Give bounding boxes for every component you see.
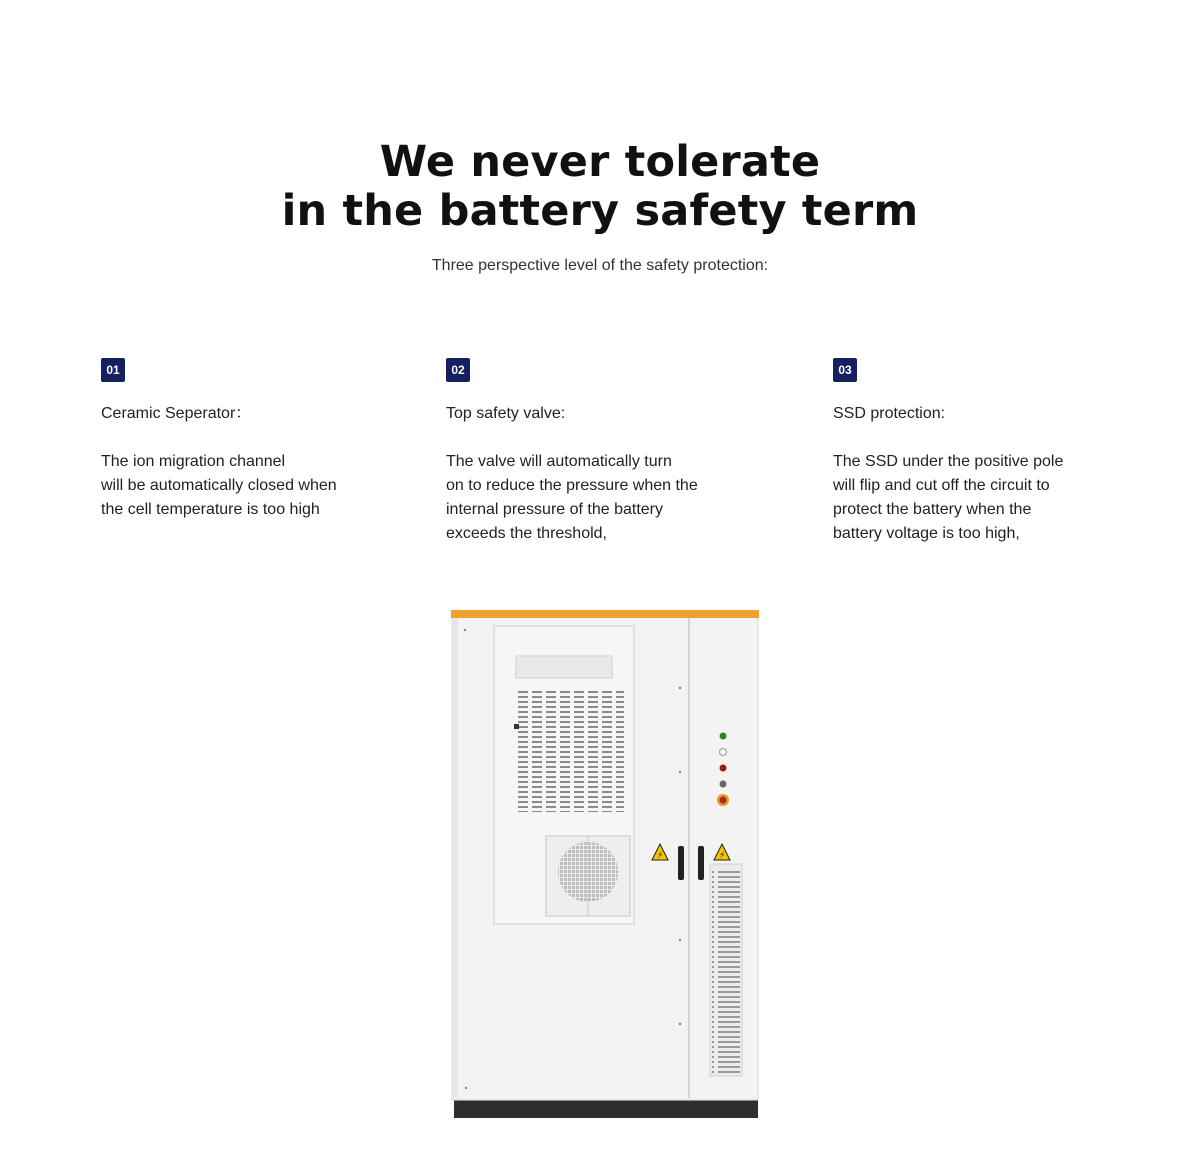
feature-ceramic-separator bbox=[101, 358, 401, 522]
page-subtitle: Three perspective level of the safety protection: bbox=[431, 257, 769, 274]
feature-ssd-protection bbox=[833, 358, 1133, 546]
feature-description: The ion migration channel will be automatically closed when the cell temperature is too high bbox=[101, 453, 337, 518]
feature-title: SSD protection: bbox=[833, 405, 946, 422]
feature-number-badge: 03 bbox=[833, 358, 857, 382]
svg-text:⚡: ⚡ bbox=[657, 851, 664, 861]
feature-description: The valve will automatically turn on to reduce the pressure when the internal pressure of the battery exceeds the threshold, bbox=[446, 453, 698, 542]
feature-number-badge: 01 bbox=[101, 358, 125, 382]
feature-title: Top safety valve: bbox=[446, 405, 566, 422]
feature-top-safety-valve bbox=[446, 358, 746, 546]
title-line-1: We never tolerate bbox=[379, 137, 821, 187]
page-title bbox=[0, 138, 1200, 236]
svg-text:⚡: ⚡ bbox=[719, 851, 726, 861]
battery-cabinet-image bbox=[448, 610, 760, 1120]
title-line-2: in the battery safety term bbox=[281, 186, 919, 236]
feature-number-badge: 02 bbox=[446, 358, 470, 382]
feature-title: Ceramic Seperator： bbox=[101, 405, 252, 422]
feature-description: The SSD under the positive pole will flip and cut off the circuit to protect the battery when the battery voltage is too high, bbox=[833, 453, 1064, 542]
